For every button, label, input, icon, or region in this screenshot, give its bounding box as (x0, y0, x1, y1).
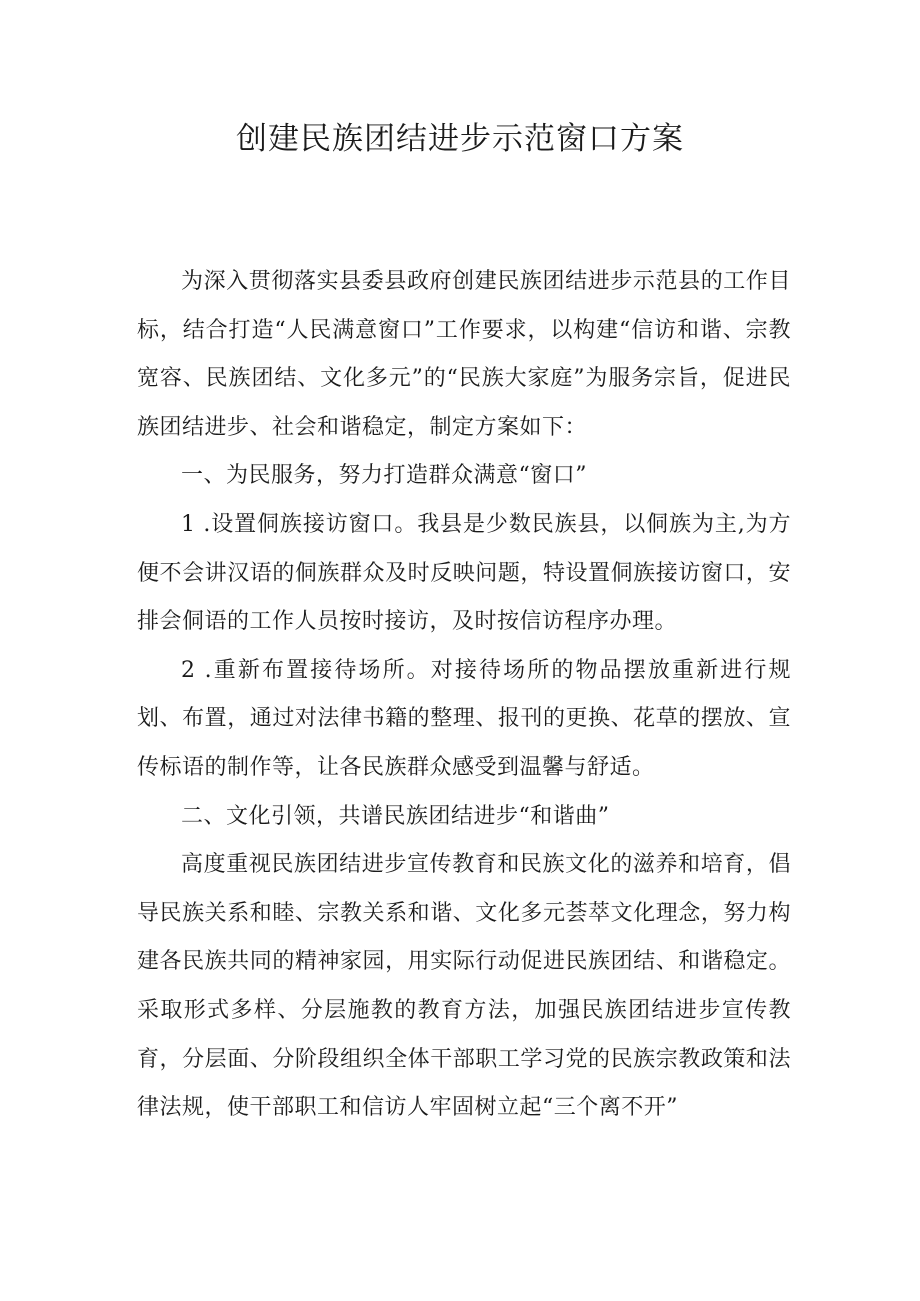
paragraph-item-1: 1 .设置侗族接访窗口。我县是少数民族县，以侗族为主,为方便不会讲汉语的侗族群众及时反映问题，特设置侗族接访窗口，安排会侗语的工作人员按时接访，及时按信访程序办理。 (137, 511, 791, 635)
paragraph-intro: 为深入贯彻落实县委县政府创建民族团结进步示范县的工作目标，结合打造“人民满意窗口”工作要求，以构建“信访和谐、宗教宽容、民族团结、文化多元”的“民族大家庭”为服务宗旨，促进民族团结进步、社会和谐稳定，制定方案如下： (137, 269, 791, 440)
document-body (137, 258, 791, 1133)
section-heading-1: 一、为民服务，努力打造群众满意“窗口” (181, 463, 587, 489)
paragraph-culture: 高度重视民族团结进步宣传教育和民族文化的滋养和培育，倡导民族关系和睦、宗教关系和谐、文化多元荟萃文化理念，努力构建各民族共同的精神家园，用实际行动促进民族团结、和谐稳定。采取形式多样、分层施教的教育方法，加强民族团结进步宣传教育，分层面、分阶段组织全体干部职工学习党的民族宗教政策和法律法规，使干部职工和信访人牢固树立起“三个离不开” (137, 852, 791, 1121)
section-heading-2: 二、文化引领，共谱民族团结进步“和谐曲” (181, 803, 610, 829)
paragraph-item-2: 2 .重新布置接待场所。对接待场所的物品摆放重新进行规划、布置，通过对法律书籍的整理、报刊的更换、花草的摆放、宣传标语的制作等，让各民族群众感受到温馨与舒适。 (137, 657, 791, 780)
document-title: 创建民族团结进步示范窗口方案 (236, 121, 684, 157)
